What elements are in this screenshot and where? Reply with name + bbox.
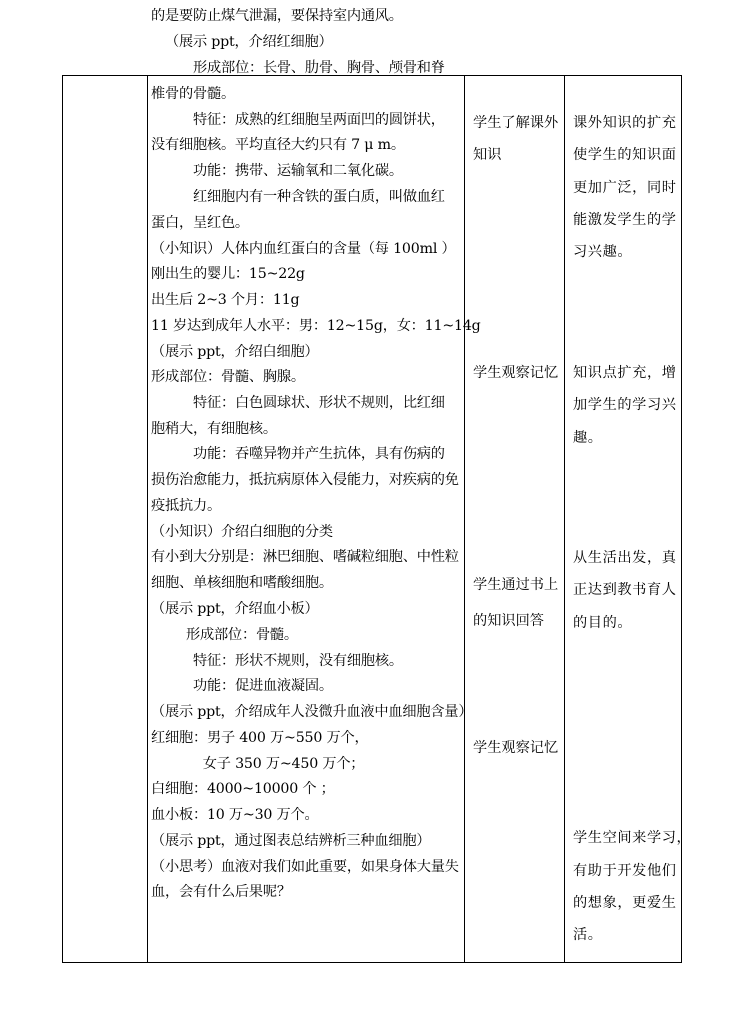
student-activity-line: 学生观察记忆 bbox=[473, 365, 559, 381]
design-intent-line: 趣。 bbox=[573, 430, 603, 446]
content-line: 功能：吞噬异物并产生抗体，具有伤病的 bbox=[193, 446, 445, 462]
design-intent-line: 有助于开发他们 bbox=[573, 863, 677, 879]
content-line: （小知识）人体内血红蛋白的含量（每 100ml ） bbox=[151, 241, 456, 257]
content-line: （展示 ppt，通过图表总结辨析三种血细胞） bbox=[151, 833, 431, 849]
student-activity-line: 学生观察记忆 bbox=[473, 740, 559, 756]
design-intent-line: 从生活出发，真 bbox=[573, 550, 677, 566]
design-intent-line: 更加广泛，同时 bbox=[573, 180, 677, 196]
design-intent-line: 使学生的知识面 bbox=[573, 147, 677, 163]
column-divider-3 bbox=[564, 76, 565, 962]
content-line: 蛋白，呈红色。 bbox=[151, 215, 249, 231]
content-line: 没有细胞核。平均直径大约只有 7 μ m。 bbox=[151, 137, 405, 153]
design-intent-line: 课外知识的扩充 bbox=[573, 115, 677, 131]
content-line: 血，会有什么后果呢？ bbox=[151, 884, 291, 900]
content-line: 损伤治愈能力，抵抗病原体入侵能力，对疾病的免 bbox=[151, 472, 459, 488]
content-line: 形成部位：骨髓、胸腺。 bbox=[151, 369, 305, 385]
design-intent-line: 的目的。 bbox=[573, 615, 633, 631]
content-line: 女子 350 万~450 万个； bbox=[202, 756, 365, 772]
content-line: 疫抵抗力。 bbox=[151, 498, 221, 514]
column-divider-2 bbox=[464, 76, 465, 962]
student-activity-line: 知识 bbox=[473, 147, 502, 163]
content-line: （展示 ppt，介绍红细胞） bbox=[165, 34, 333, 50]
content-line: （小知识）介绍白细胞的分类 bbox=[151, 524, 333, 540]
content-line: 11 岁达到成年人水平：男：12~15g，女：11~14g bbox=[151, 318, 481, 334]
content-line: （展示 ppt，介绍白细胞） bbox=[151, 344, 319, 360]
content-line: 有小到大分别是：淋巴细胞、嗜碱粒细胞、中性粒 bbox=[151, 549, 459, 565]
content-line: 椎骨的骨髓。 bbox=[151, 86, 235, 102]
student-activity-line: 的知识回答 bbox=[473, 613, 544, 629]
content-line: 白细胞：4000~10000 个 ； bbox=[151, 781, 335, 797]
content-line: 特征：白色圆球状、形状不规则，比红细 bbox=[193, 395, 445, 411]
content-line: 细胞、单核细胞和嗜酸细胞。 bbox=[151, 575, 333, 591]
student-activity-line: 学生通过书上 bbox=[473, 577, 559, 593]
content-line: （展示 ppt，介绍成年人没微升血液中血细胞含量） bbox=[151, 704, 473, 720]
content-line: （小思考）血液对我们如此重要，如果身体大量失 bbox=[151, 859, 459, 875]
column-divider-1 bbox=[147, 76, 148, 962]
student-activity-line: 学生了解课外 bbox=[473, 115, 559, 131]
content-line: 红细胞：男子 400 万~550 万个， bbox=[151, 730, 369, 746]
design-intent-line: 正达到教书育人 bbox=[573, 582, 677, 598]
content-line: （展示 ppt，介绍血小板） bbox=[151, 601, 319, 617]
content-line: 血小板：10 万~30 万个。 bbox=[151, 807, 319, 823]
content-line: 红细胞内有一种含铁的蛋白质，叫做血红 bbox=[193, 189, 445, 205]
design-intent-line: 的想象，更爱生 bbox=[573, 895, 677, 911]
content-line: 功能：促进血液凝固。 bbox=[193, 678, 333, 694]
design-intent-line: 能激发学生的学 bbox=[573, 212, 677, 228]
content-line: 特征：成熟的红细胞呈两面凹的圆饼状， bbox=[193, 112, 445, 128]
design-intent-line: 知识点扩充，增 bbox=[573, 365, 677, 381]
content-line: 特征：形状不规则，没有细胞核。 bbox=[193, 653, 403, 669]
content-line: 的是要防止煤气泄漏，要保持室内通风。 bbox=[151, 8, 403, 24]
content-line: 刚出生的婴儿：15~22g bbox=[151, 266, 305, 282]
content-line: 出生后 2~3 个月：11g bbox=[151, 292, 300, 308]
content-line: 功能：携带、运输氧和二氧化碳。 bbox=[193, 163, 403, 179]
content-line: 胞稍大，有细胞核。 bbox=[151, 421, 277, 437]
content-line: 形成部位：长骨、肋骨、胸骨、颅骨和脊 bbox=[193, 60, 445, 76]
design-intent-line: 学生空间来学习， bbox=[573, 830, 692, 846]
content-line: 形成部位：骨髓。 bbox=[186, 627, 298, 643]
lesson-plan-table bbox=[62, 8, 692, 963]
design-intent-line: 加学生的学习兴 bbox=[573, 397, 677, 413]
design-intent-line: 习兴趣。 bbox=[573, 244, 633, 260]
design-intent-line: 活。 bbox=[573, 927, 603, 943]
